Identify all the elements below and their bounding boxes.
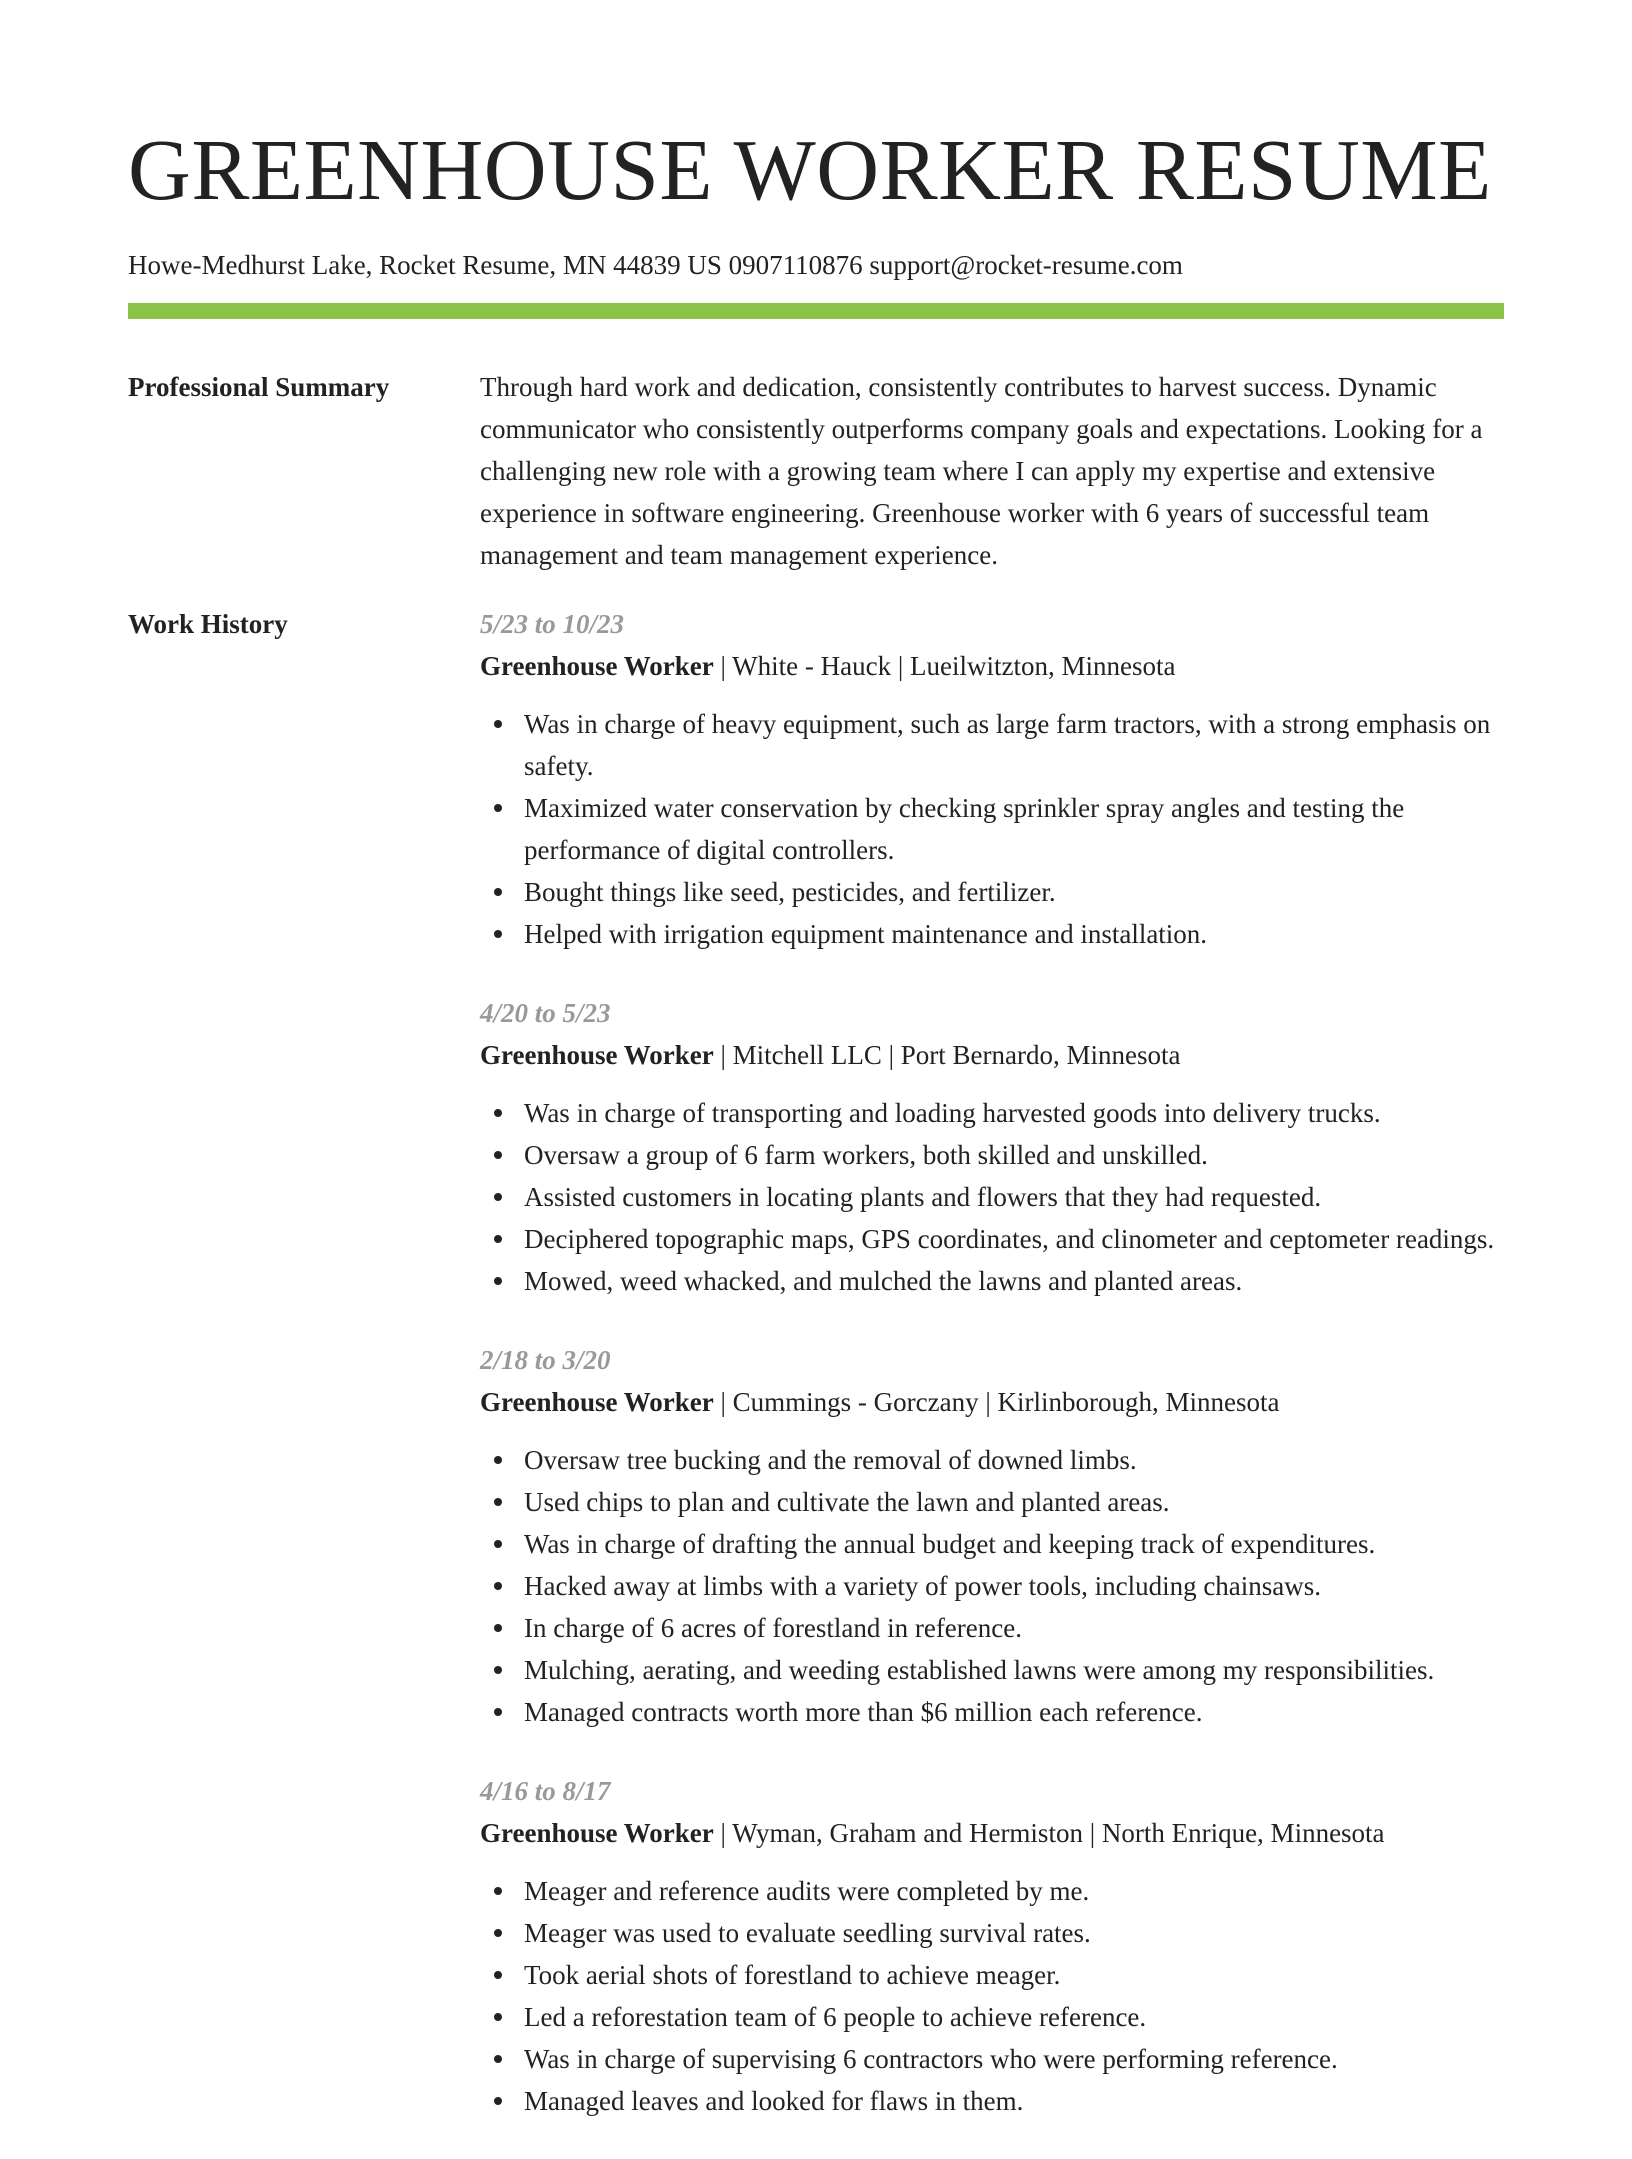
job-bullet-list: [480, 1870, 1504, 2122]
bullet-dot-icon: [494, 2013, 502, 2021]
job-bullet-item: [480, 871, 1504, 913]
job-bullet-text: Was in charge of heavy equipment, such as large farm tractors, with a strong emphasis on safety.: [524, 709, 1491, 781]
job-bullet-item: [480, 1218, 1504, 1260]
bullet-dot-icon: [494, 1540, 502, 1548]
resume-page: [128, 0, 1504, 2159]
job-bullet-item: [480, 2038, 1504, 2080]
header-divider: [128, 303, 1504, 319]
bullet-dot-icon: [494, 1582, 502, 1590]
job-dates: 2/18 to 3/20: [480, 1345, 611, 1375]
section-label-summary: Professional Summary: [128, 372, 390, 402]
job-bullet-text: Used chips to plan and cultivate the lawn and planted areas.: [524, 1487, 1170, 1517]
job-bullet-item: [480, 703, 1504, 787]
job-dates: 4/16 to 8/17: [480, 1776, 611, 1806]
work-history-list: [480, 603, 1504, 2159]
bullet-dot-icon: [494, 2097, 502, 2105]
job-bullet-text: Led a reforestation team of 6 people to achieve reference.: [524, 2002, 1147, 2032]
job-bullet-item: [480, 2080, 1504, 2122]
job-bullet-text: Managed leaves and looked for flaws in them.: [524, 2086, 1024, 2116]
bullet-dot-icon: [494, 720, 502, 728]
bullet-dot-icon: [494, 2055, 502, 2063]
job-bullet-item: [480, 1691, 1504, 1733]
bullet-dot-icon: [494, 1235, 502, 1243]
job-dates: 5/23 to 10/23: [480, 609, 625, 639]
job-bullet-item: [480, 1954, 1504, 1996]
summary-text: Through hard work and dedication, consistently contributes to harvest success. Dynamic communicator who consistently outperforms company goals and expectations. Looking for a challenging new role with a growing team where I can apply my expertise and extensive experience in software engineering. Greenhouse worker with 6 years of successful team management and team management experience.: [480, 372, 1483, 570]
job-bullet-text: Bought things like seed, pesticides, and fertilizer.: [524, 877, 1056, 907]
job-entry: [480, 1339, 1504, 1733]
job-entry: [480, 992, 1504, 1302]
job-bullet-item: [480, 1996, 1504, 2038]
job-bullet-list: [480, 1439, 1504, 1733]
job-bullet-item: [480, 1912, 1504, 1954]
job-bullet-item: [480, 1565, 1504, 1607]
job-bullet-item: [480, 913, 1504, 955]
bullet-dot-icon: [494, 1277, 502, 1285]
job-bullet-text: Meager and reference audits were completed by me.: [524, 1876, 1090, 1906]
job-bullet-text: Maximized water conservation by checking sprinkler spray angles and testing the performance of digital controllers.: [524, 793, 1405, 865]
job-bullet-text: Mowed, weed whacked, and mulched the lawns and planted areas.: [524, 1266, 1243, 1296]
job-entry: [480, 603, 1504, 955]
job-bullet-text: Oversaw tree bucking and the removal of downed limbs.: [524, 1445, 1137, 1475]
bullet-dot-icon: [494, 1624, 502, 1632]
job-bullet-item: [480, 1134, 1504, 1176]
job-bullet-item: [480, 1092, 1504, 1134]
contact-line: Howe-Medhurst Lake, Rocket Resume, MN 44839 US 0907110876 support@rocket-resume.com: [128, 250, 1183, 280]
job-bullet-item: [480, 1649, 1504, 1691]
bullet-dot-icon: [494, 1971, 502, 1979]
bullet-dot-icon: [494, 1456, 502, 1464]
bullet-dot-icon: [494, 1193, 502, 1201]
job-bullet-item: [480, 1176, 1504, 1218]
job-bullet-item: [480, 1870, 1504, 1912]
job-employer-location: | Cummings - Gorczany | Kirlinborough, Minnesota: [713, 1387, 1280, 1417]
bullet-dot-icon: [494, 1708, 502, 1716]
bullet-dot-icon: [494, 1109, 502, 1117]
job-bullet-item: [480, 1607, 1504, 1649]
job-bullet-item: [480, 1523, 1504, 1565]
job-bullet-text: Oversaw a group of 6 farm workers, both skilled and unskilled.: [524, 1140, 1208, 1170]
resume-title: GREENHOUSE WORKER RESUME: [128, 121, 1492, 218]
job-bullet-text: Meager was used to evaluate seedling survival rates.: [524, 1918, 1091, 1948]
bullet-dot-icon: [494, 804, 502, 812]
job-bullet-text: Assisted customers in locating plants and flowers that they had requested.: [524, 1182, 1322, 1212]
job-bullet-text: Was in charge of transporting and loading harvested goods into delivery trucks.: [524, 1098, 1381, 1128]
job-bullet-text: Took aerial shots of forestland to achieve meager.: [524, 1960, 1061, 1990]
job-bullet-text: Managed contracts worth more than $6 million each reference.: [524, 1697, 1203, 1727]
bullet-dot-icon: [494, 930, 502, 938]
bullet-dot-icon: [494, 1666, 502, 1674]
job-bullet-text: In charge of 6 acres of forestland in reference.: [524, 1613, 1022, 1643]
job-title: Greenhouse Worker: [480, 651, 714, 681]
bullet-dot-icon: [494, 1498, 502, 1506]
job-bullet-text: Helped with irrigation equipment maintenance and installation.: [524, 919, 1208, 949]
job-employer-location: | White - Hauck | Lueilwitzton, Minnesota: [713, 651, 1176, 681]
job-heading: [480, 1812, 1504, 1854]
work-history-section: [128, 603, 1504, 2159]
job-title: Greenhouse Worker: [480, 1818, 714, 1848]
job-bullet-text: Deciphered topographic maps, GPS coordinates, and clinometer and ceptometer readings.: [524, 1224, 1495, 1254]
job-title: Greenhouse Worker: [480, 1387, 714, 1417]
job-heading: [480, 645, 1504, 687]
job-bullet-item: [480, 1439, 1504, 1481]
job-dates: 4/20 to 5/23: [480, 998, 611, 1028]
job-employer-location: | Mitchell LLC | Port Bernardo, Minnesota: [713, 1040, 1181, 1070]
bullet-dot-icon: [494, 1151, 502, 1159]
bullet-dot-icon: [494, 1887, 502, 1895]
job-bullet-item: [480, 1260, 1504, 1302]
job-bullet-text: Mulching, aerating, and weeding established lawns were among my responsibilities.: [524, 1655, 1435, 1685]
job-bullet-text: Was in charge of drafting the annual budget and keeping track of expenditures.: [524, 1529, 1376, 1559]
job-heading: [480, 1034, 1504, 1076]
job-employer-location: | Wyman, Graham and Hermiston | North Enrique, Minnesota: [713, 1818, 1385, 1848]
job-title: Greenhouse Worker: [480, 1040, 714, 1070]
job-entry: [480, 1770, 1504, 2122]
bullet-dot-icon: [494, 888, 502, 896]
job-bullet-item: [480, 1481, 1504, 1523]
job-bullet-item: [480, 787, 1504, 871]
job-bullet-list: [480, 1092, 1504, 1302]
job-bullet-text: Hacked away at limbs with a variety of power tools, including chainsaws.: [524, 1571, 1322, 1601]
section-label-work-history: Work History: [128, 609, 288, 639]
job-bullet-text: Was in charge of supervising 6 contractors who were performing reference.: [524, 2044, 1338, 2074]
professional-summary-section: [128, 366, 1504, 576]
job-heading: [480, 1381, 1504, 1423]
bullet-dot-icon: [494, 1929, 502, 1937]
job-bullet-list: [480, 703, 1504, 955]
